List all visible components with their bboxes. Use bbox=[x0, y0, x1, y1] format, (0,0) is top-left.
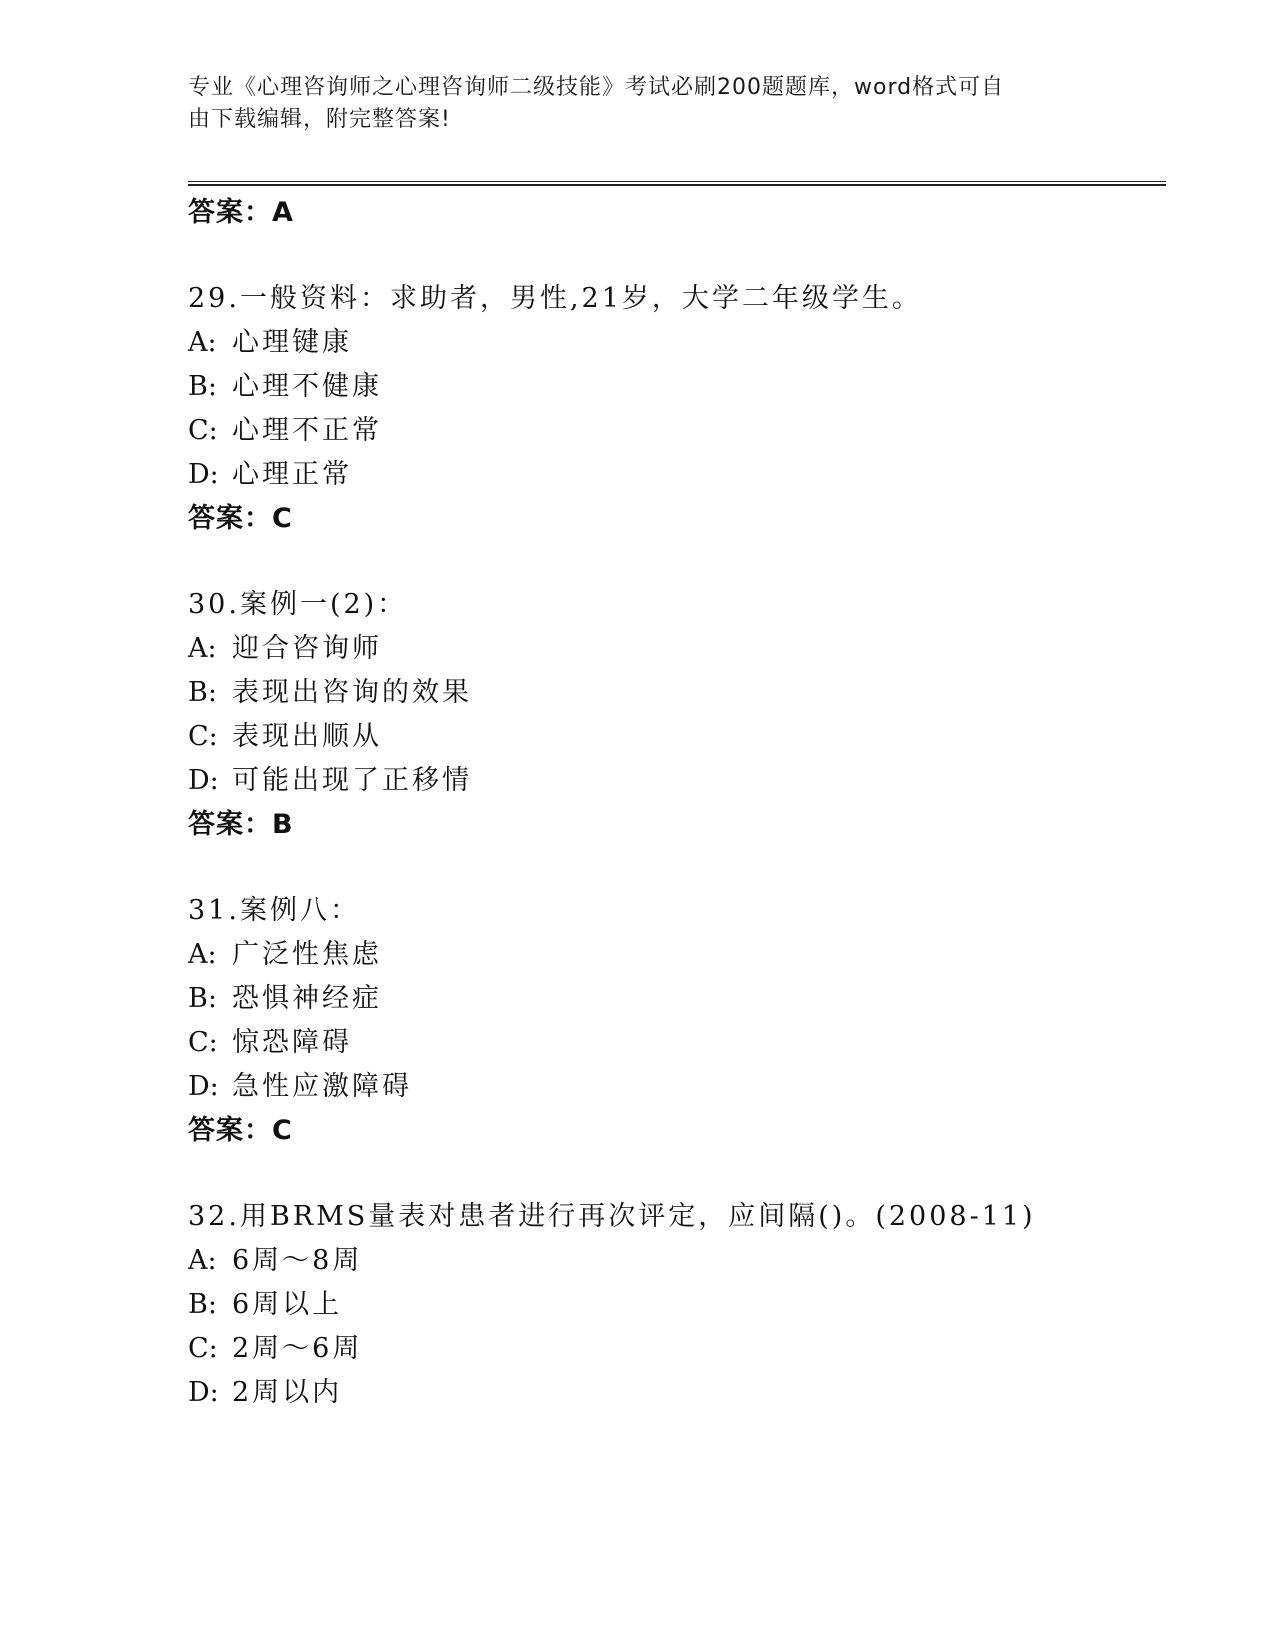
option-c: C: 心理不正常 bbox=[188, 415, 382, 446]
option-c: C: 惊恐障碍 bbox=[188, 1027, 352, 1058]
option-d: D: 2周以内 bbox=[188, 1377, 343, 1408]
option-a: A: 心理键康 bbox=[188, 327, 352, 358]
question-stem: 30.案例一(2)： bbox=[188, 589, 408, 620]
document-header bbox=[188, 72, 1068, 136]
answer-line: 答案：A bbox=[188, 197, 294, 228]
option-a: A: 迎合咨询师 bbox=[188, 633, 382, 664]
option-b: B: 6周以上 bbox=[188, 1289, 343, 1320]
option-b: B: 心理不健康 bbox=[188, 371, 382, 402]
option-d: D: 心理正常 bbox=[188, 459, 352, 490]
option-c: C: 2周～6周 bbox=[188, 1333, 363, 1364]
option-a: A: 6周～8周 bbox=[188, 1245, 363, 1276]
question-stem: 29.一般资料：求助者，男性,21岁，大学二年级学生。 bbox=[188, 283, 922, 314]
header-line-2: 由下载编辑，附完整答案! bbox=[188, 107, 451, 132]
option-c: C: 表现出顺从 bbox=[188, 721, 382, 752]
header-line-1: 专业《心理咨询师之心理咨询师二级技能》考试必刷200题题库，word格式可自 bbox=[188, 75, 1005, 100]
question-stem: 31.案例八： bbox=[188, 895, 360, 926]
option-d: D: 急性应激障碍 bbox=[188, 1071, 412, 1102]
question-stem: 32.用BRMS量表对患者进行再次评定，应间隔()。(2008-11) bbox=[188, 1201, 1036, 1232]
option-b: B: 恐惧神经症 bbox=[188, 983, 382, 1014]
option-d: D: 可能出现了正移情 bbox=[188, 765, 472, 796]
header-divider-thin bbox=[188, 181, 1166, 182]
option-a: A: 广泛性焦虑 bbox=[188, 939, 382, 970]
answer-line: 答案：C bbox=[188, 1115, 293, 1146]
answer-line: 答案：C bbox=[188, 503, 293, 534]
answer-line: 答案：B bbox=[188, 809, 294, 840]
header-divider-thick bbox=[188, 184, 1166, 186]
option-b: B: 表现出咨询的效果 bbox=[188, 677, 472, 708]
